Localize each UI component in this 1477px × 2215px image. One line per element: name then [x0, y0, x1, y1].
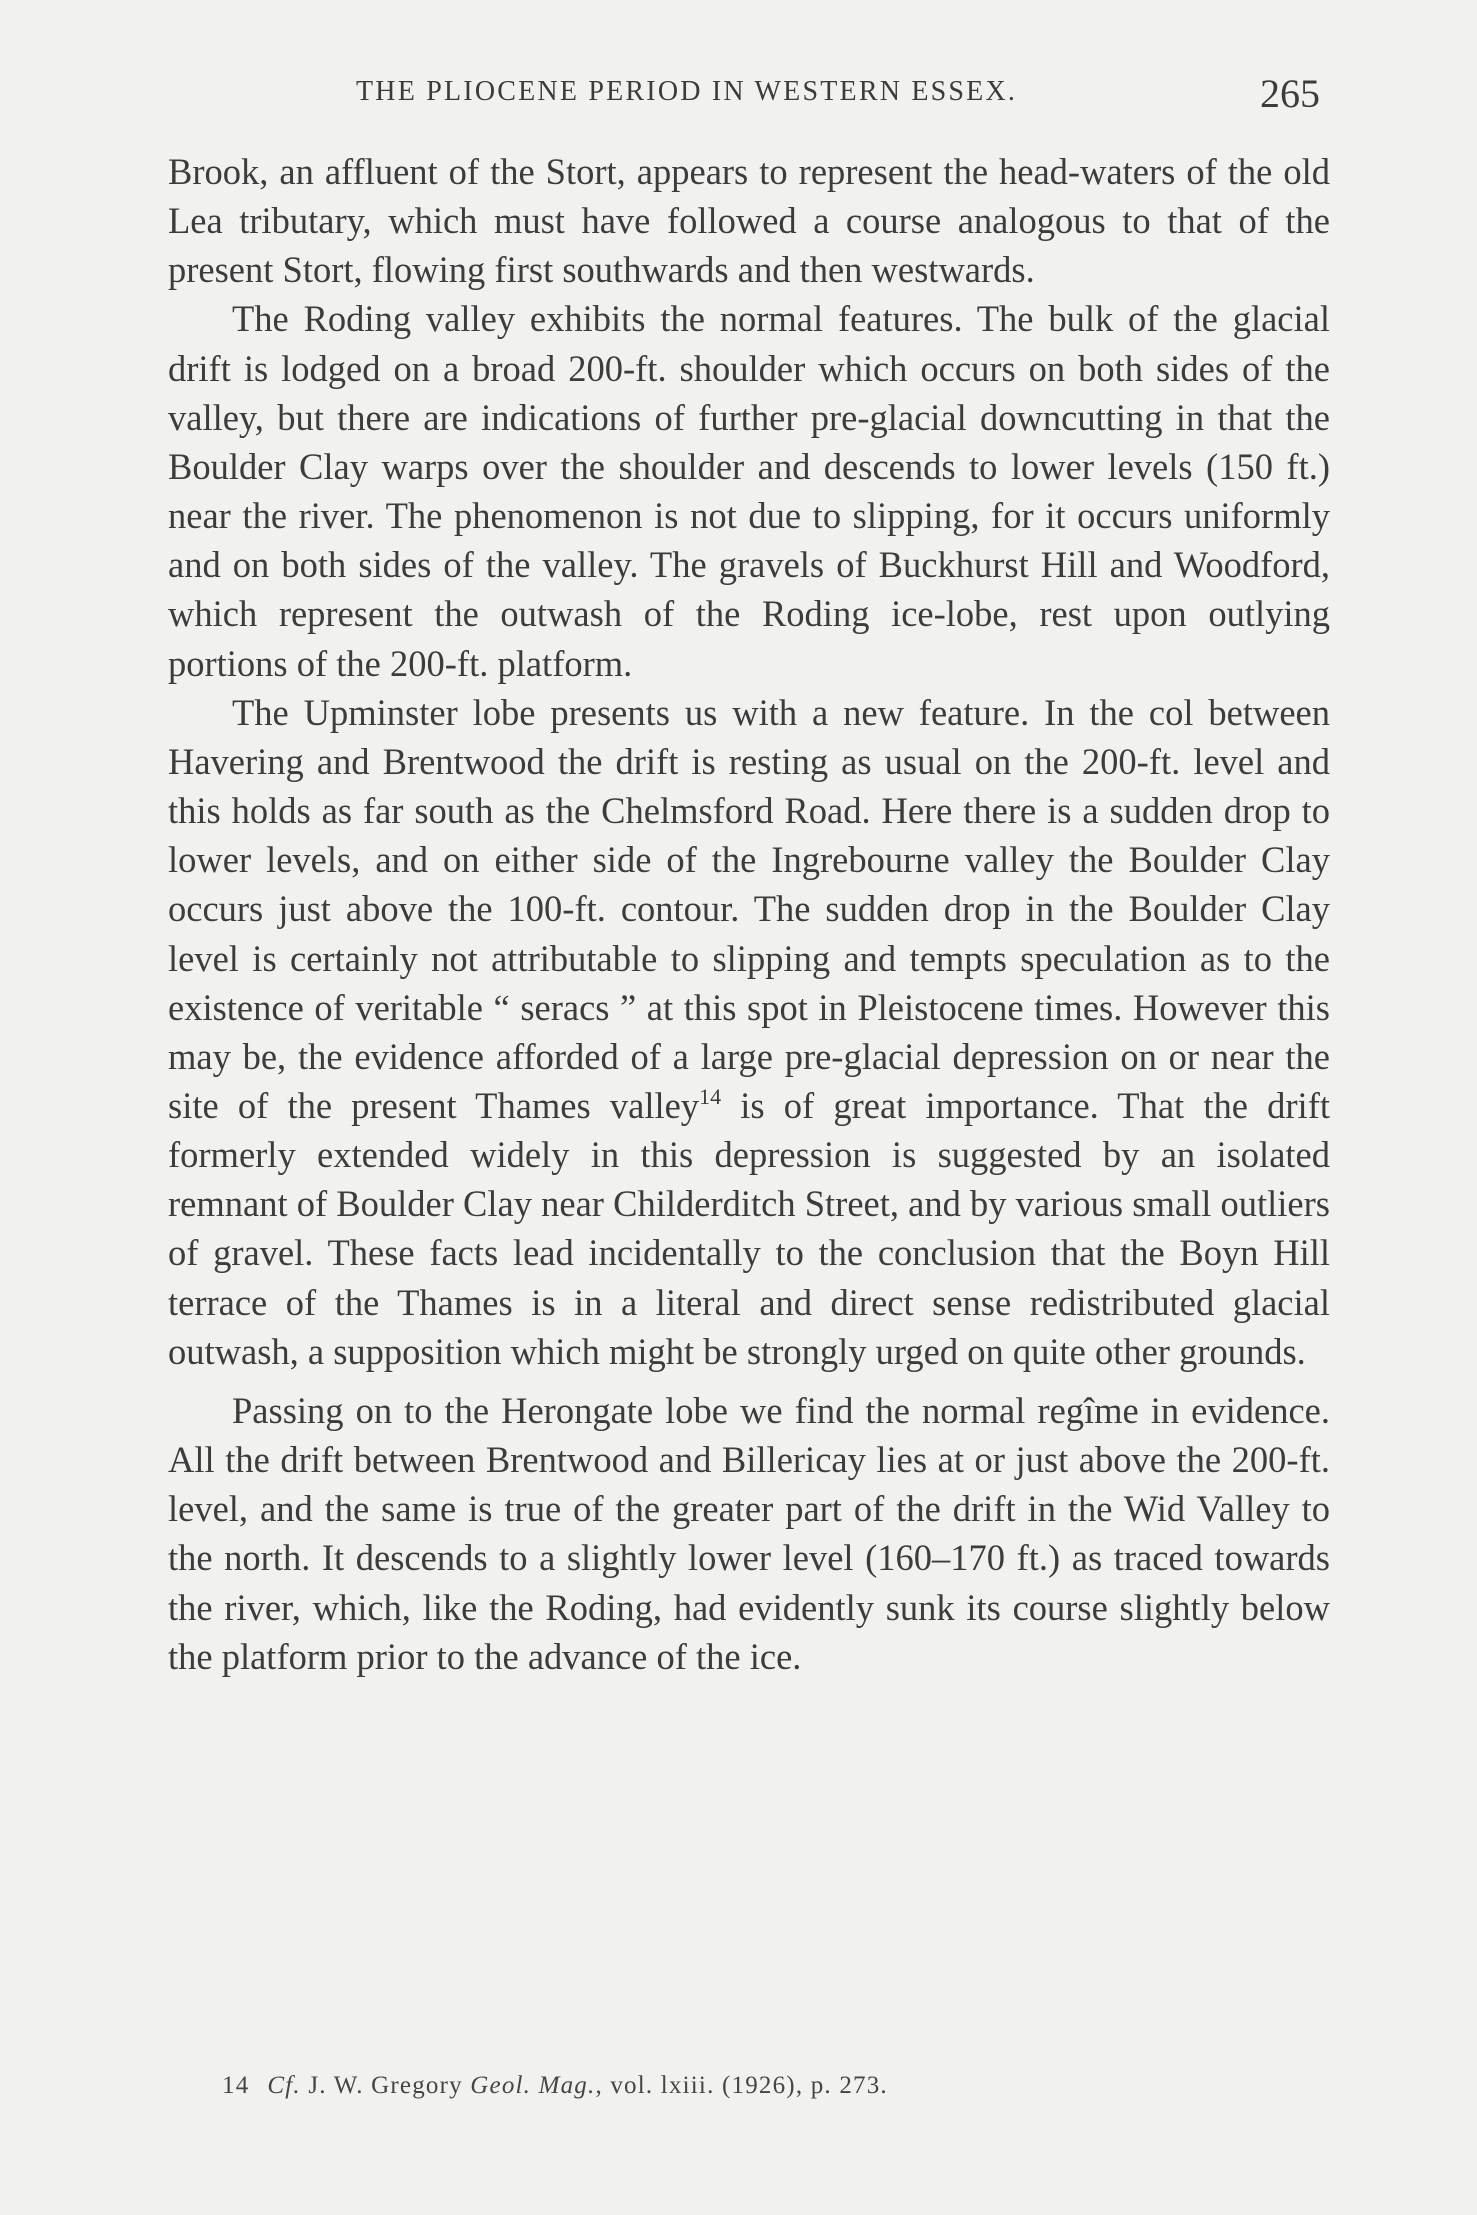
paragraph-4: Passing on to the Herongate lobe we find the normal regîme in evidence. All the drift between Brentwood and Billericay lies at or just above the 200-ft. level, and the same is true of the greater part of the drift in the Wid Valley to the north. It descends to a slightly lower level (160–170 ft.) as traced towards the river, which, like the Roding, had evidently sunk its course slightly below the platform prior to the advance of the ice.	[168, 1389, 1330, 1677]
footnote-number: 14	[222, 2072, 250, 2099]
footnote-cf: Cf.	[267, 2072, 301, 2099]
running-title: THE PLIOCENE PERIOD IN WESTERN ESSEX.	[356, 76, 1018, 107]
footnote-reference: 14	[699, 1083, 722, 1109]
paragraph-3-text-b: is of great importance. That the drift formerly extended widely in this depression is suggested by an isolated remnant of Boulder Clay near Childerditch Street, and by various small outliers of gravel. These facts lead incidentally to the conclusion that the Boyn Hill terrace of the Thames is in a literal and direct sense redistributed glacial outwash, a supposition which might be strongly urged on quite other grounds.	[168, 1084, 1330, 1372]
page-number: 265	[1260, 71, 1320, 116]
body-text	[168, 147, 1330, 1681]
paragraph-1: Brook, an affluent of the Stort, appears to represent the head-waters of the old Lea tributary, which must have followed a course analogous to that of the present Stort, flowing first southwards and then westwards.	[168, 151, 1330, 291]
paragraph-2: The Roding valley exhibits the normal features. The bulk of the glacial drift is lodged on a broad 200-ft. shoulder which occurs on both sides of the valley, but there are indications of further pre-glacial downcutting in that the Boulder Clay warps over the shoulder and descends to lower levels (150 ft.) near the river. The phenomenon is not due to slipping, for it occurs uniformly and on both sides of the valley. The gravels of Buckhurst Hill and Woodford, which represent the outwash of the Roding ice-lobe, rest upon outlying portions of the 200-ft. platform.	[168, 298, 1330, 684]
footnote-author: J. W. Gregory	[300, 2072, 471, 2099]
paragraph-3-text-a: The Upminster lobe presents us with a new feature. In the col between Havering and Brentwood the drift is resting as usual on the 200-ft. level and this holds as far south as the Chelmsford Road. Here there is a sudden drop to lower levels, and on either side of the Ingrebourne valley the Boulder Clay occurs just above the 100-ft. contour. The sudden drop in the Boulder Clay level is certainly not attributable to slipping and tempts speculation as to the existence of veritable “ seracs ” at this spot in Pleistocene times. However this may be, the evidence afforded of a large pre-glacial depression on or near the site of the present Thames valley	[168, 691, 1330, 1126]
paragraph-3	[168, 688, 1330, 1376]
footnote	[222, 2072, 1322, 2100]
running-head	[168, 70, 1320, 130]
footnote-journal: Geol. Mag.	[470, 2072, 596, 2099]
footnote-details: , vol. lxiii. (1926), p. 273.	[595, 2072, 888, 2099]
